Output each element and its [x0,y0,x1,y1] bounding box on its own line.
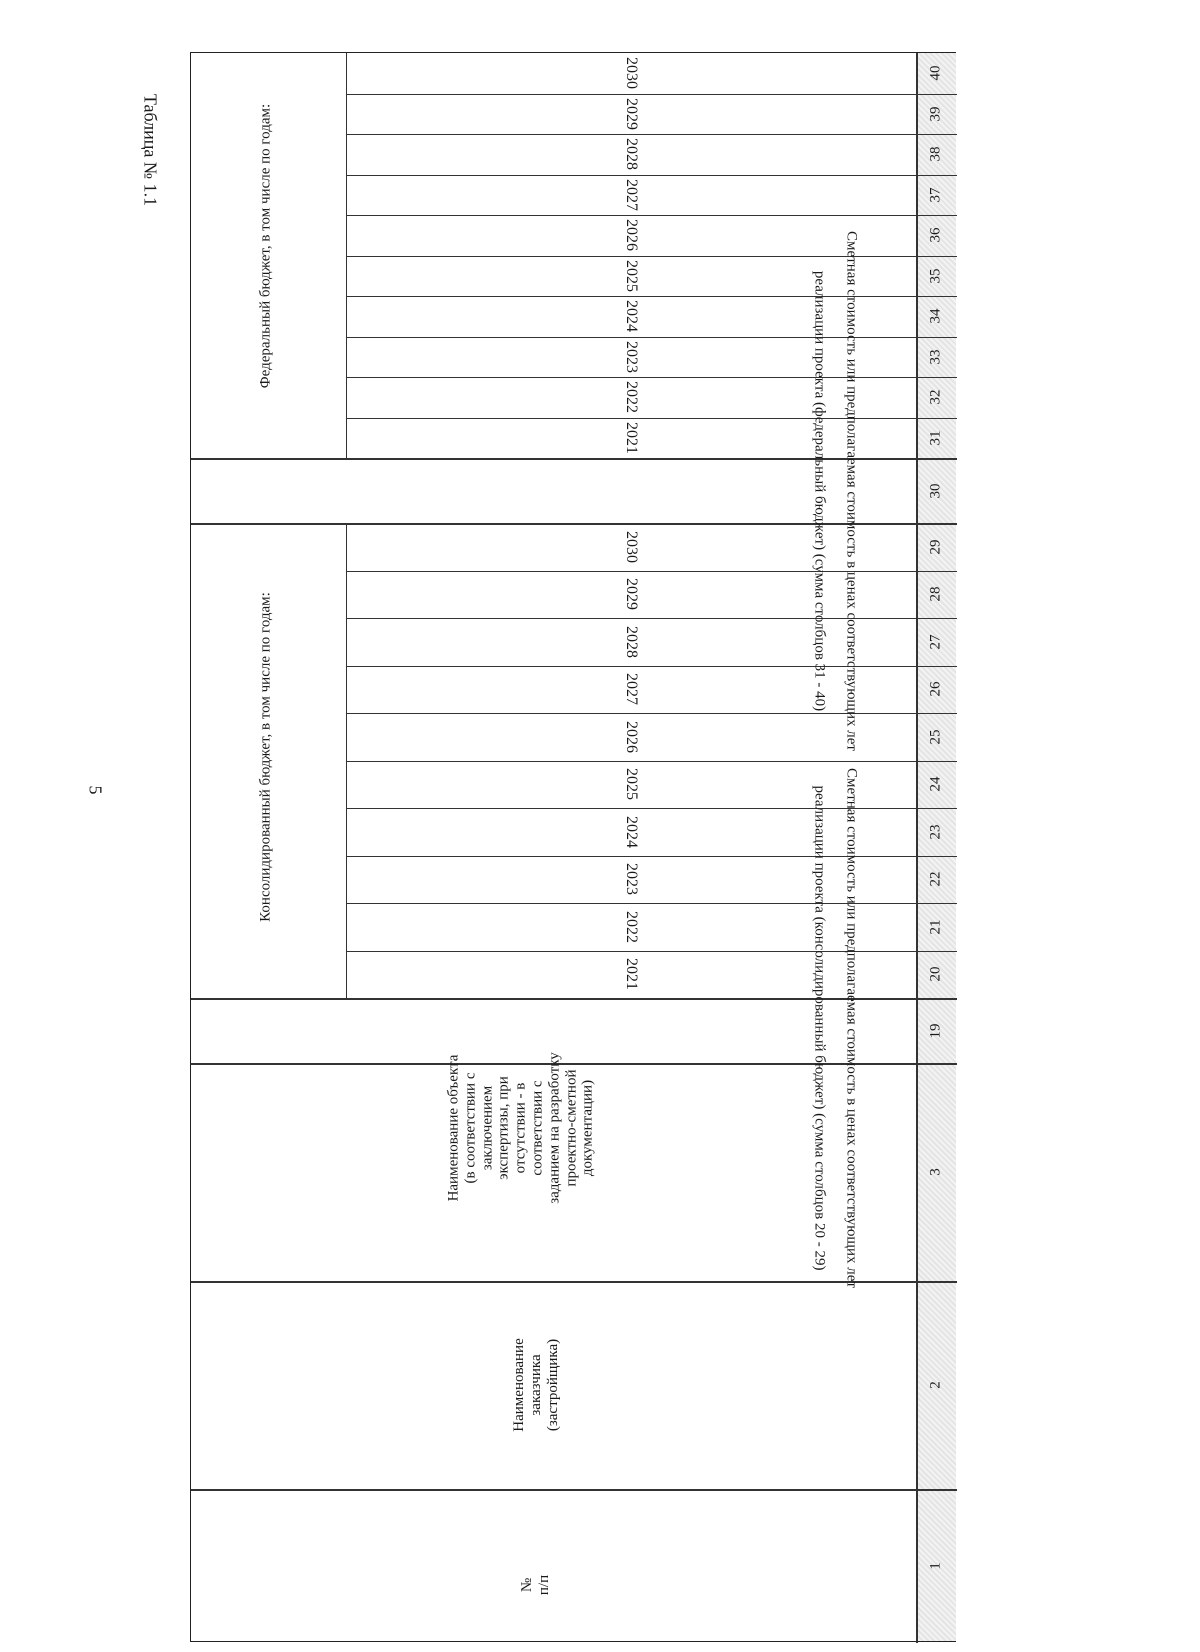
table-rule [346,377,957,378]
table-rule [346,713,957,714]
fed-year-cell: 2021 [623,421,640,454]
table-rule [916,53,918,1643]
fed-year-cell: 2025 [623,259,640,292]
column-number: 40 [927,65,944,81]
table-rule [346,94,957,95]
column-number: 35 [927,268,944,284]
column-numbers-band [916,53,956,1641]
column-number: 27 [927,634,944,650]
column-number: 36 [927,227,944,243]
table-rule [346,808,957,809]
column-number: 19 [927,1023,944,1038]
table-rule [346,134,957,135]
column-number: 3 [927,1168,944,1176]
cons-year-cell: 2023 [623,863,640,896]
column-number: 34 [927,308,944,324]
table-rule [346,761,957,762]
column-number: 30 [927,483,944,498]
header-fed-total-line1: Сметная стоимость или предполагаемая стоимость в ценах соответствующих лет [843,231,860,751]
header-fed-total-line2: реализации проекта (федеральный бюджет) (сумма столбцов 31 - 40) [811,270,828,712]
table-caption: Таблица № 1.1 [140,93,161,207]
table-rule [191,1489,957,1491]
column-number: 39 [927,106,944,122]
fed-year-cell: 2022 [623,381,640,414]
budget-table [190,52,956,1642]
column-number: 33 [927,349,944,365]
cons-year-cell: 2027 [623,673,640,706]
column-number: 32 [927,389,944,405]
fed-year-cell: 2026 [623,219,640,252]
fed-year-cell: 2030 [623,57,640,90]
column-number: 38 [927,146,944,162]
cons-year-cell: 2029 [623,578,640,611]
column-number: 21 [927,919,944,935]
fed-year-cell: 2023 [623,340,640,373]
fed-year-cell: 2029 [623,97,640,130]
column-number: 23 [927,824,944,840]
column-number: 2 [927,1381,944,1389]
table-rule [346,903,957,904]
column-number: 28 [927,586,944,602]
table-rule [346,618,957,619]
table-rule [346,296,957,297]
column-number: 25 [927,729,944,745]
header-cons-total-line2: реализации проекта (консолидированный бюджет) (сумма столбцов 20 - 29) [811,785,828,1271]
column-number: 22 [927,871,944,887]
table-rule [346,337,957,338]
table-rule [346,856,957,857]
fed-year-cell: 2024 [623,300,640,333]
fed-year-cell: 2027 [623,178,640,211]
header-fed-years: Федеральный бюджет, в том числе по годам: [257,103,274,389]
table-rule [346,215,957,216]
cons-year-cell: 2028 [623,625,640,658]
table-rule [346,256,957,257]
table-rule [346,666,957,667]
column-number: 20 [927,966,944,982]
table-rule [346,418,957,419]
header-cons-years: Консолидированный бюджет, в том числе по годам: [257,592,274,922]
header-customer-name: Наименование заказчика (застройщика) [510,1338,561,1432]
header-row-number: № п/п [519,1574,552,1596]
cons-year-cell: 2024 [623,815,640,848]
cons-year-cell: 2021 [623,958,640,991]
header-object-name: Наименование объекта (в соответствии с заключением экспертизы, при отсутствии - в соответствии с заданием на разработку проектно-сметной документации) [445,1052,596,1204]
column-number: 26 [927,681,944,697]
table-rule [346,951,957,952]
column-number: 37 [927,187,944,203]
column-number: 24 [927,776,944,792]
cons-year-cell: 2022 [623,910,640,943]
fed-year-cell: 2028 [623,138,640,171]
cons-year-cell: 2026 [623,720,640,753]
table-rule [346,571,957,572]
column-number: 31 [927,430,944,446]
page-number: 5 [85,785,106,795]
cons-year-cell: 2025 [623,768,640,801]
column-number: 29 [927,539,944,555]
header-cons-total-line1: Сметная стоимость или предполагаемая стоимость в ценах соответствующих лет [843,768,860,1288]
column-number: 1 [927,1562,944,1570]
table-rule [346,175,957,176]
cons-year-cell: 2030 [623,530,640,563]
